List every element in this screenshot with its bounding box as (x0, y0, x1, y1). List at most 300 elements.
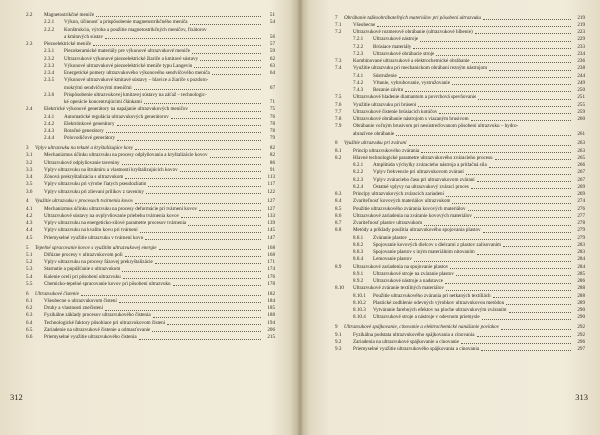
toc-entry-page: 56 (269, 33, 275, 40)
toc-entry-number: 4.3 (26, 220, 33, 227)
toc-entry-title: Druhy a vlastnosti znečistení (44, 305, 103, 312)
toc-entry-number: 8 (335, 140, 338, 147)
toc-entry-page: 122 (267, 188, 275, 195)
toc-entry (26, 198, 275, 205)
toc-entry-number: 2.4.4 (44, 135, 55, 142)
toc-entry (335, 184, 585, 191)
toc-dot-leader (135, 203, 261, 204)
toc-entry-page: 269 (577, 183, 585, 190)
toc-entry-page: 236 (577, 58, 585, 65)
toc-entry-page: 219 (577, 21, 585, 28)
toc-entry-page: 206 (267, 326, 275, 333)
toc-entry-page: 133 (267, 212, 275, 219)
toc-entry-title: Priemyselné využitie ultrazvukového čistenia (44, 334, 137, 341)
toc-dot-leader (153, 317, 261, 318)
toc-entry (26, 92, 275, 99)
toc-entry (26, 77, 275, 84)
toc-entry-page: 277 (577, 212, 585, 219)
toc-dot-leader (483, 232, 571, 233)
toc-entry-page: 278 (577, 220, 585, 227)
toc-entry (26, 152, 275, 159)
toc-entry-page: 82 (269, 145, 275, 152)
toc-entry (335, 293, 585, 300)
toc-entry-number: 7.8 (335, 116, 342, 123)
toc-entry-number: 2.3.2 (44, 55, 55, 62)
toc-entry-page: 57 (269, 41, 275, 47)
toc-entry-page: 229 (577, 36, 585, 43)
toc-entry-title: Hlavné technologické parametre ultrazvukového zváracieho procesu (353, 154, 493, 161)
toc-entry-number: 9.3 (335, 346, 342, 353)
page-number-left: 312 (10, 392, 23, 402)
toc-entry (335, 339, 585, 346)
toc-entry-title: Priemyselné využitie ultrazvukového spájkovania a cínovania (353, 346, 480, 353)
toc-entry (26, 220, 275, 227)
toc-dot-leader (405, 91, 571, 92)
toc-dot-leader (105, 310, 261, 311)
toc-entry-page: 59 (269, 48, 275, 55)
toc-dot-leader (399, 77, 571, 78)
toc-entry-title: Ultrazvukové nástroje (373, 36, 419, 43)
toc-entry (335, 87, 585, 94)
toc-entry-page: 290 (577, 314, 585, 321)
toc-entry-title: Kombinované ultrazvukové a elektrochemické obrábanie (353, 58, 470, 65)
toc-entry (26, 213, 275, 220)
toc-dot-leader (452, 203, 571, 204)
toc-entry-page: 215 (267, 334, 275, 341)
toc-entry-title: Využitie ultrazvuku pri mechanickom obrábaní rezným nástrojom (353, 65, 488, 72)
toc-entry (335, 242, 585, 249)
toc-dot-leader (396, 135, 571, 136)
toc-entry-title: Ultrazvukové zariadenia na spojovanie plastov (353, 263, 449, 270)
toc-entry-title: Ultrazvukové zváranie textilných materiálov (353, 285, 444, 292)
toc-dot-leader (471, 120, 571, 121)
toc-entry-title: Vplyv ultrazvuku pri výrobe ľiatych pseudozliatin (44, 181, 147, 188)
toc-entry-title: Zónová prekryštalizácia s ultrazvukom (44, 174, 124, 181)
toc-entry-number: 3.4 (26, 174, 33, 181)
toc-entry-title: Zvariteľnosť plastov ultrazvukom (353, 220, 423, 227)
toc-entry (335, 213, 585, 220)
toc-entry-number: 8.6 (335, 212, 342, 219)
toc-entry-page: 82 (269, 152, 275, 159)
toc-entry-title: Plastické zodhlenie odevných výrobkov ultrazvukovou metódou (373, 299, 505, 306)
toc-entry (335, 44, 585, 51)
toc-dot-leader (452, 84, 571, 85)
toc-entry-number: 7.4.1 (353, 72, 364, 79)
toc-entry (335, 169, 585, 176)
toc-dot-leader (482, 319, 571, 320)
toc-entry-number: 6.6 (26, 334, 33, 341)
toc-entry (335, 324, 585, 331)
toc-dot-leader (190, 24, 261, 25)
toc-entry-number: 8.9 (335, 263, 342, 270)
toc-entry-number: 6 (26, 290, 29, 297)
toc-entry (335, 162, 585, 169)
toc-entry (335, 155, 585, 162)
toc-entry-page: 168 (267, 244, 275, 251)
toc-entry-number: 8.9.1 (353, 270, 364, 277)
toc-entry-title: Vplyv zváracieho času pri ultrazvukovom zváraní (373, 176, 475, 183)
toc-entry (335, 109, 585, 116)
toc-entry-title: Chemicko-tepelné spracovanie kovov pri pôsobení ultrazvuku (44, 280, 171, 287)
toc-dot-leader (466, 174, 571, 175)
toc-entry-title: abrazívne obrábanie (353, 130, 395, 137)
toc-dot-leader (135, 149, 261, 150)
toc-entry (26, 334, 275, 341)
toc-entry-number: 5.4 (26, 273, 33, 280)
toc-entry (26, 167, 275, 174)
toc-dot-leader (119, 302, 261, 303)
toc-entry (335, 198, 585, 205)
toc-dot-leader (105, 38, 261, 39)
toc-entry-page: 274 (577, 198, 585, 205)
toc-entry (335, 140, 585, 147)
toc-entry-number: 7.4.2 (353, 79, 364, 86)
toc-entry-title: Výkonové ultrazvukové kmitavé sústavy – hlavice a žiariče s pozdorn- (64, 77, 209, 84)
toc-dot-leader (106, 132, 261, 133)
toc-entry-number: 8.2.1 (353, 162, 364, 169)
toc-entry (335, 314, 585, 321)
toc-dot-leader (144, 103, 261, 104)
toc-entry-title: Vplyv ultrazvuku na energeticko-silové parametre procesov tvárnenia (44, 220, 187, 227)
toc-entry-number: 8.8.1 (353, 234, 364, 241)
toc-entry (335, 131, 585, 138)
toc-entry (26, 135, 275, 142)
toc-entry-title: Vplyv ultrazvuku na tekuté a kryštalizujúce kovy (35, 145, 134, 152)
toc-entry-page: 283 (577, 249, 585, 256)
toc-entry-number: 8.2.3 (353, 176, 364, 183)
toc-entry-title: Ultrazvukové výkonové piezoelektrické žiariče a kmitavé sústavy (64, 55, 199, 62)
toc-entry-title: Technologické faktory pôsobiace pri ultrazvukovom čistení (44, 319, 166, 326)
toc-dot-leader (420, 41, 571, 42)
toc-entry-title: a kmitavých sústav (64, 33, 104, 40)
toc-entry (335, 249, 585, 256)
toc-entry-page: 91 (269, 166, 275, 173)
toc-dot-leader (495, 159, 571, 160)
toc-entry (335, 51, 585, 58)
toc-entry (335, 206, 585, 213)
toc-entry-title: Použitie ultrazvukového zvárania kovových materiálov (353, 205, 466, 212)
right-toc (335, 12, 585, 353)
toc-dot-leader (424, 225, 571, 226)
toc-entry-title: Ultrazvukové čistenie (35, 290, 79, 297)
toc-dot-leader (93, 45, 261, 46)
toc-entry-title: Výkonové ultrazvukové piezoelektrické meniče typu Langevin (64, 62, 193, 69)
toc-entry-title: Využitie ultrazvuku v procesoch tvárnenia kovov (35, 198, 134, 205)
toc-entry (26, 189, 275, 196)
toc-entry-number: 4.1 (26, 205, 33, 212)
toc-entry-title: Ostatné vplyvy na ultrazvukový zvárací proces (373, 183, 469, 190)
toc-entry-page: 63 (269, 62, 275, 69)
toc-entry-title: Zváranie plastov (373, 234, 408, 241)
toc-dot-leader (446, 196, 571, 197)
toc-entry-title: Sústruženie (373, 72, 397, 79)
toc-entry-title: Piezokeramické materiály pre výkonové ultrazvukové meniče (64, 48, 191, 55)
toc-entry-page: 78 (269, 120, 275, 127)
toc-entry (335, 94, 585, 101)
toc-entry-page: 238 (577, 65, 585, 72)
toc-entry-number: 8.4 (335, 198, 342, 205)
toc-entry-number: 7.6 (335, 101, 342, 108)
toc-dot-leader (474, 217, 571, 218)
toc-entry-title: Rezanie závitu (373, 87, 404, 94)
toc-entry-page: 296 (577, 338, 585, 345)
toc-entry-page: 250 (577, 87, 585, 94)
toc-entry (26, 106, 275, 113)
toc-dot-leader (509, 312, 571, 313)
toc-entry-page: 249 (577, 79, 585, 86)
toc-dot-leader (377, 26, 571, 27)
toc-entry (335, 191, 585, 198)
toc-entry-title: Vplyv ultrazvuku na štruktúru a vlastnosti kryštalizujúcich kovov (44, 166, 178, 173)
toc-entry-title: Lemovanie plastov (373, 256, 412, 263)
toc-entry-page: 276 (577, 205, 585, 212)
toc-dot-leader (117, 125, 261, 126)
toc-entry-number: 8.10.4 (353, 314, 366, 321)
toc-entry (26, 34, 275, 41)
toc-entry-title: Princípy ultrazvukových zváracích zariadení (353, 191, 444, 198)
toc-entry-number: 9.2 (335, 338, 342, 345)
toc-dot-leader (472, 62, 571, 63)
toc-entry-title: Všeobecne o ultrazvukovom čistení (44, 297, 117, 304)
toc-entry-page: 233 (577, 43, 585, 50)
toc-entry-title: Difúzne procesy v ultrazvukovom poli (44, 251, 123, 258)
toc-entry-title: Kalenie ocelí pri pôsobení ultrazvuku (44, 273, 121, 280)
toc-entry-title: Ultrazvukové čistenie brúsiacich kotúčov (353, 108, 438, 115)
toc-entry (335, 177, 585, 184)
toc-entry-page: 279 (577, 234, 585, 241)
toc-entry-title: Elektrónkové generátory (64, 120, 115, 127)
toc-entry-number: 2.2.2 (44, 26, 55, 33)
toc-entry-number: 7.2.2 (353, 43, 364, 50)
toc-entry-page: 127 (267, 198, 275, 205)
toc-dot-leader (190, 111, 261, 112)
toc-entry-title: Priemyselné využitie ultrazvuku v tvárnení kovu (44, 234, 144, 241)
toc-dot-leader (477, 181, 571, 182)
toc-dot-leader (180, 171, 261, 172)
toc-entry (335, 80, 585, 87)
toc-entry (26, 274, 275, 281)
toc-entry-number: 5.1 (26, 251, 33, 258)
toc-entry-number: 4.5 (26, 234, 33, 241)
toc-entry-number: 5.5 (26, 280, 33, 287)
toc-entry (335, 15, 585, 22)
toc-entry-number: 4.4 (26, 227, 33, 234)
toc-dot-leader (493, 297, 571, 298)
left-toc (26, 12, 275, 341)
toc-entry-page: 284 (577, 263, 585, 270)
toc-entry-number: 2.2.1 (44, 19, 55, 26)
toc-entry-title: Využitie ultrazvuku pri brúsení (353, 101, 417, 108)
toc-entry-number: 7.5 (335, 94, 342, 101)
toc-entry-title: Princíp ultrazvukového zvárania (353, 147, 420, 154)
toc-entry-number: 3 (26, 145, 29, 152)
toc-entry-title: Prispôsobenie ultrazvukovej kmitavej sústavy na záťaž – technologic- (64, 91, 207, 98)
toc-entry-page: 54 (269, 19, 275, 26)
toc-entry (26, 19, 275, 26)
toc-entry-title: Všeobecne (353, 21, 376, 28)
toc-entry-number: 2.3.4 (44, 70, 55, 76)
toc-entry-page: 75 (269, 106, 275, 113)
toc-entry (26, 114, 275, 121)
toc-entry (26, 70, 275, 77)
toc-entry-page: 71 (269, 99, 275, 105)
toc-entry-number: 3.5 (26, 181, 33, 188)
toc-entry-number: 2.3.6 (44, 91, 55, 98)
toc-dot-leader (81, 295, 261, 296)
toc-dot-leader (96, 16, 261, 17)
toc-entry (26, 298, 275, 305)
toc-entry-number: 6.2 (26, 305, 33, 312)
toc-dot-leader (146, 193, 261, 194)
toc-entry-number: 7.3 (335, 58, 342, 65)
toc-dot-leader (456, 275, 571, 276)
toc-dot-leader (501, 329, 571, 330)
toc-dot-leader (145, 239, 261, 240)
toc-entry-number: 8.2 (335, 154, 342, 161)
toc-entry (26, 281, 275, 288)
toc-dot-leader (489, 167, 571, 168)
toc-entry-title: Amplitúda výchylky zváracieho nástroja a prítlačná sila (373, 162, 487, 169)
toc-entry-title: Vplyv ultrazvuku na procesy fázovej prekryštalizácie (44, 259, 153, 266)
toc-entry (26, 128, 275, 135)
toc-entry-number: 5.3 (26, 266, 33, 273)
toc-entry-number: 8.3 (335, 191, 342, 198)
toc-dot-leader (199, 210, 261, 211)
toc-dot-leader (125, 178, 261, 179)
toc-dot-leader (122, 271, 261, 272)
toc-entry-number: 7.9 (335, 123, 342, 130)
toc-entry-number: 2.4.3 (44, 128, 55, 134)
toc-entry-page: 182 (267, 290, 275, 297)
toc-entry (26, 27, 275, 34)
toc-entry (26, 252, 275, 259)
toc-dot-leader (421, 152, 571, 153)
toc-entry (26, 174, 275, 181)
toc-entry (26, 41, 275, 48)
toc-entry (26, 56, 275, 63)
toc-entry-number: 8.10.2 (353, 299, 366, 306)
right-page (301, 0, 600, 435)
toc-dot-leader (171, 118, 261, 119)
toc-dot-leader (414, 261, 571, 262)
toc-entry-page: 279 (577, 227, 585, 234)
toc-entry-page: 139 (267, 220, 275, 227)
toc-entry-title: Fyzikálna podstata ultrazvukového spájkovania a cínovania (353, 331, 475, 338)
toc-entry-page: 194 (267, 319, 275, 326)
toc-entry (26, 235, 275, 242)
toc-entry-page: 284 (577, 256, 585, 263)
toc-entry-page: 288 (577, 285, 585, 292)
toc-entry-title: Tepelné spracovanie kovov s využitím ultrazvukovej energie (35, 244, 157, 251)
toc-entry-title: Konštrukcia, výroba a použitie magnetostrikčných meničov, fixátorov (64, 26, 207, 33)
toc-dot-leader (477, 336, 571, 337)
toc-dot-leader (152, 331, 261, 332)
toc-entry (335, 307, 585, 314)
toc-entry-number: 8.10 (335, 285, 344, 292)
toc-entry-page: 79 (269, 135, 275, 142)
toc-dot-leader (167, 324, 261, 325)
toc-entry-title: Ultrazvukové sústavy na ovplyvňovanie priebehu tvárnenia kovov (44, 212, 180, 219)
toc-entry-page: 266 (577, 162, 585, 169)
toc-entry-page: 292 (577, 324, 585, 331)
toc-entry (335, 235, 585, 242)
toc-entry (26, 266, 275, 273)
toc-entry-page: 62 (269, 55, 275, 62)
toc-entry-number: 8.7 (335, 220, 342, 227)
toc-entry-page: 288 (577, 292, 585, 299)
toc-dot-leader (478, 99, 571, 100)
toc-entry-number: 4.2 (26, 212, 33, 219)
toc-dot-leader (140, 232, 261, 233)
toc-entry-title: Ultrazvukové stroje na zváranie plastov (373, 270, 454, 277)
toc-entry-number: 7.1 (335, 21, 342, 28)
toc-entry-page: 171 (267, 259, 275, 266)
toc-entry-number: 8.8.2 (353, 241, 364, 248)
toc-entry-page: 178 (267, 280, 275, 287)
toc-entry (26, 259, 275, 266)
toc-entry-title: Ultrazvukové odplyňovanie taveniny (44, 159, 120, 166)
toc-dot-leader (483, 19, 571, 20)
toc-dot-leader (446, 290, 571, 291)
toc-entry (26, 181, 275, 188)
toc-dot-leader (418, 106, 571, 107)
toc-entry-number: 8.10.1 (353, 292, 366, 299)
toc-entry (335, 271, 585, 278)
page-number-right: 313 (575, 392, 588, 402)
toc-entry-title: mokrými sendvičovými meničmi (64, 84, 132, 91)
toc-entry-number: 7.4.3 (353, 87, 364, 94)
toc-entry-number: 2.3.5 (44, 77, 55, 84)
toc-entry-number: 8.8 (335, 227, 342, 234)
toc-entry (335, 102, 585, 109)
toc-dot-leader (155, 263, 261, 264)
toc-entry-title: Automatické regulácia ultrazvukových generátorov (64, 113, 169, 120)
toc-entry-page: 251 (577, 94, 585, 101)
toc-entry (335, 278, 585, 285)
toc-dot-leader (475, 33, 571, 34)
toc-entry (26, 160, 275, 167)
toc-entry-number: 7.2.1 (353, 36, 364, 43)
toc-entry-title: Rotačné generátory (64, 128, 104, 134)
toc-entry-number: 8.10.3 (353, 307, 366, 314)
toc-entry (335, 148, 585, 155)
toc-entry-page: 188 (267, 312, 275, 319)
toc-dot-leader (506, 304, 571, 305)
toc-entry-page: 260 (577, 116, 585, 123)
toc-entry-number: 7.7 (335, 108, 342, 115)
toc-entry-title: Fyzikálne základy procesov ultrazvukového čistenia (44, 312, 151, 319)
toc-entry-page: 234 (577, 50, 585, 57)
toc-entry-title: Vplyv ultrazvuku pri zlievaní prilikov z taveniny (44, 188, 144, 195)
toc-entry (26, 121, 275, 128)
toc-entry-title: Ultrazvukové stroje a nástroje v odevnom priemysle (373, 314, 480, 321)
toc-entry-page: 219 (577, 14, 585, 21)
toc-entry-number: 8.5 (335, 205, 342, 212)
toc-entry-title: Ultrazvukové hladenie diamantom a povrchová spevňovanie (353, 94, 477, 101)
left-page (0, 0, 299, 435)
toc-dot-leader (181, 217, 261, 218)
toc-entry-page: 261 (577, 130, 585, 137)
toc-entry-page: 51 (269, 12, 275, 18)
toc-entry-number: 7.2 (335, 29, 342, 36)
toc-entry-number: 8.1 (335, 147, 342, 154)
toc-entry (26, 312, 275, 319)
toc-entry (26, 12, 275, 19)
toc-entry-number: 4 (26, 198, 29, 205)
toc-entry-page: 185 (267, 305, 275, 312)
toc-dot-leader (159, 249, 261, 250)
toc-dot-leader (212, 74, 261, 75)
